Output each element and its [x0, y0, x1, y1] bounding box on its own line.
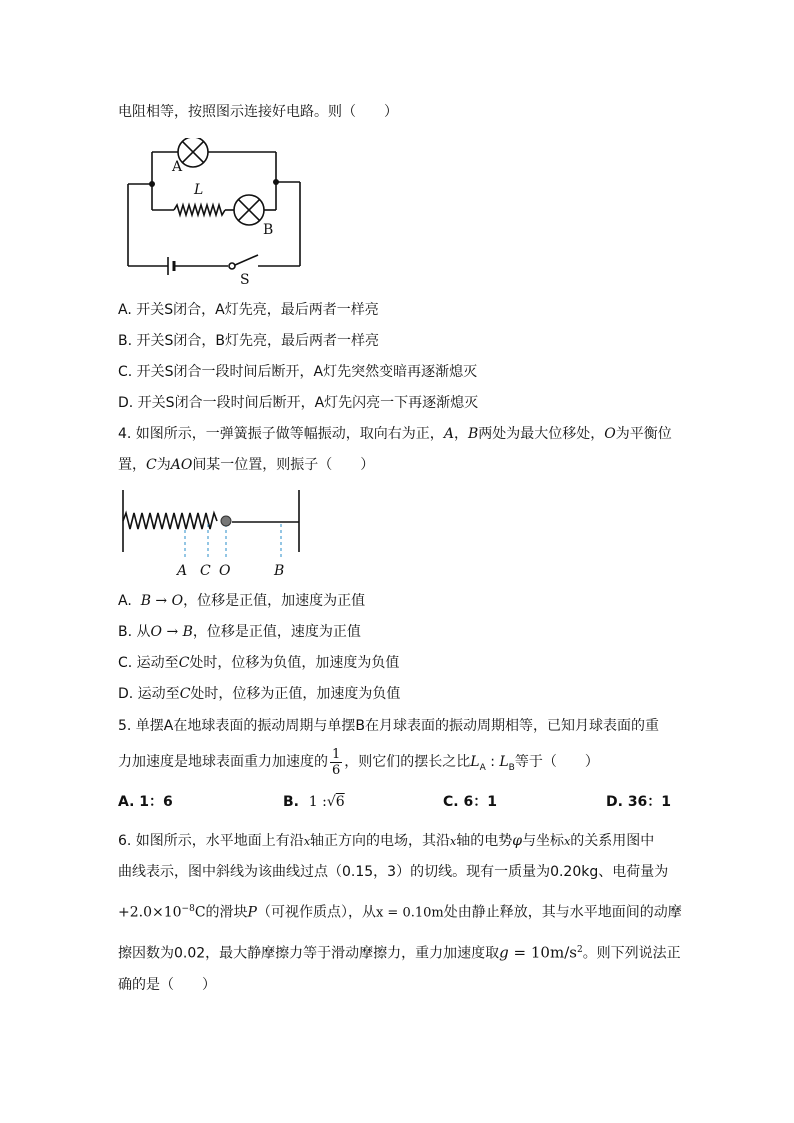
label-b: B [274, 563, 285, 579]
q4-option-a: A. B → O，位移是正值，加速度为正值 [118, 593, 366, 609]
label-c: C [200, 563, 211, 579]
q3-option-a: A. 开关S闭合，A灯先亮，最后两者一样亮 [118, 302, 379, 318]
spring [123, 513, 217, 529]
q4-stem-line1: 4. 如图所示，一弹簧振子做等幅振动，取向右为正，A，B两处为最大位移处，O为平衡位 [118, 426, 672, 442]
q6-stem-line5: 确的是（ ） [118, 977, 216, 993]
q5-stem-line1: 5. 单摆A在地球表面的振动周期与单摆B在月球表面的振动周期相等，已知月球表面的重 [118, 718, 659, 734]
fraction-one-sixth: $\frac{1}{6}$ [332, 746, 341, 778]
spring-oscillator-diagram [118, 486, 308, 581]
circuit-diagram [118, 138, 308, 288]
q5-option-b: B. 1 :√6 [283, 794, 345, 810]
q4-option-b: B. 从O → B，位移是正值，速度为正值 [118, 624, 361, 640]
q3-option-d: D. 开关S闭合一段时间后断开，A灯先闪亮一下再逐渐熄灭 [118, 395, 479, 411]
q5-option-a: A. 1：6 [118, 794, 173, 810]
label-s: S [240, 272, 250, 288]
q4-stem-line2: 置，C为AO间某一位置，则振子（ ） [118, 457, 375, 473]
oscillator-ball [221, 516, 231, 526]
label-a: A [172, 159, 183, 175]
q6-stem-line1: 6. 如图所示，水平地面上有沿x轴正方向的电场，其沿x轴的电势φ与坐标x的关系用图中 [118, 833, 655, 849]
q5-option-c: C. 6：1 [443, 794, 497, 810]
q5-option-d: D. 36：1 [606, 794, 672, 810]
q6-stem-line4: 擦因数为0.02，最大静摩擦力等于滑动摩擦力，重力加速度取$g = 10m/s^2$。则下列说法正 [118, 943, 681, 962]
q5-stem-line2: 力加速度是地球表面重力加速度的 $\frac{1}{6}$ ，则它们的摆长之比$L_A$ : $L_B$等于（ ） [118, 746, 599, 778]
label-a: A [177, 563, 188, 579]
q6-stem-line2: 曲线表示，图中斜线为该曲线过点（0.15，3）的切线。现有一质量为0.20kg、电荷量为 [118, 864, 669, 880]
q3-option-c: C. 开关S闭合一段时间后断开，A灯先突然变暗再逐渐熄灭 [118, 364, 478, 380]
q6-stem-line3: $+2.0\times 10^{-8}C$的滑块P（可视作质点），从x = 0.10m处由静止释放，其与水平地面间的动摩 [118, 904, 682, 921]
label-b: B [263, 222, 274, 238]
q3-option-b: B. 开关S闭合，B灯先亮，最后两者一样亮 [118, 333, 379, 349]
label-l: L [194, 182, 204, 198]
q4-option-d: D. 运动至C处时，位移为正值，加速度为负值 [118, 686, 401, 702]
q4-option-c: C. 运动至C处时，位移为负值，加速度为负值 [118, 655, 400, 671]
inductor-coil [174, 205, 225, 215]
intro-text: 电阻相等，按照图示连接好电路。则（ ） [118, 104, 398, 120]
label-o: O [219, 563, 231, 579]
